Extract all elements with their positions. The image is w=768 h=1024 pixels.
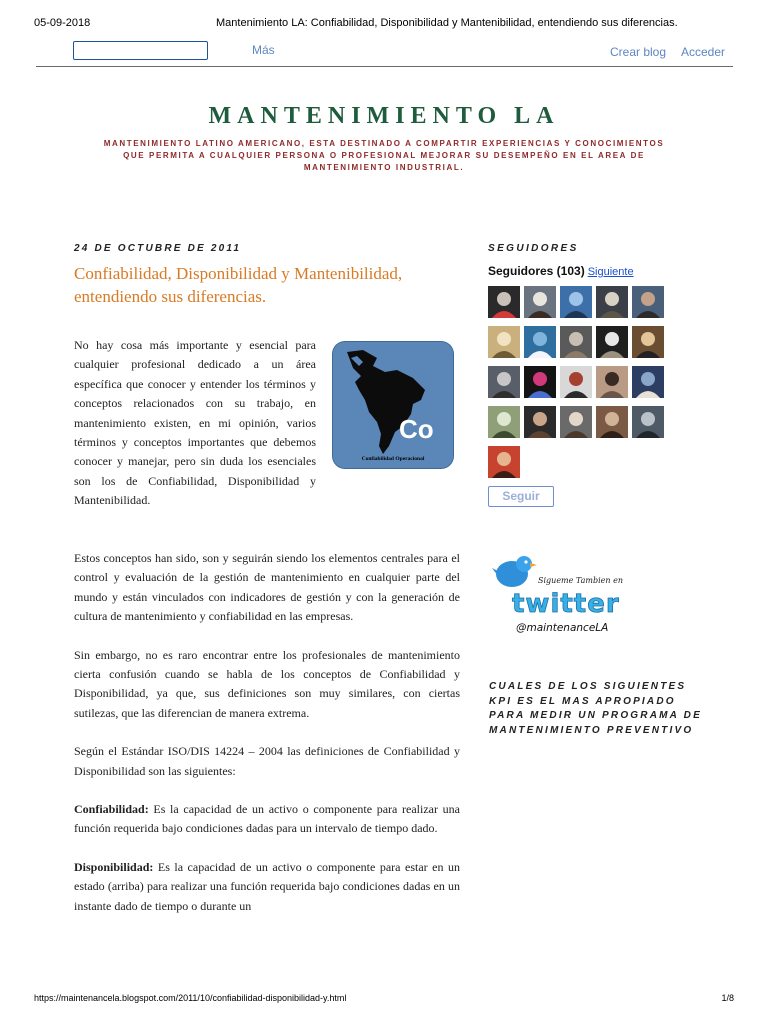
post-paragraph: Sin embargo, no es raro encontrar entre los profesionales de mantenimiento cierta confusión cuando se habla de los conceptos de Confiabilidad y Disponibilidad, ya que, sus definiciones son muy similares, con ciertas sutilezas, que las diferencian de manera extrema. bbox=[74, 647, 460, 720]
blog-description: MANTENIMIENTO LATINO AMERICANO, ESTA DESTINADO A COMPARTIR EXPERIENCIAS Y CONOCIMIENTOS QUE PERMITA A CUALQUIER PERSONA O PROFESIONAL MEJORAR SU DESEMPEÑO EN EL AREA DE MANTENIMIENTO INDUSTRIAL. bbox=[103, 139, 665, 172]
logo-caption: Confiabilidad Operacional bbox=[361, 456, 425, 462]
logo-text: Co bbox=[399, 414, 434, 444]
follower-avatar[interactable] bbox=[596, 286, 628, 318]
sign-in-link[interactable]: Acceder bbox=[681, 45, 726, 59]
next-followers-link[interactable]: Siguiente bbox=[587, 266, 634, 278]
twitter-follow-badge[interactable] bbox=[490, 552, 634, 638]
post-title[interactable]: Confiabilidad, Disponibilidad y Mantenibilidad, entendiendo sus diferencias. bbox=[74, 264, 403, 306]
followers-count bbox=[488, 264, 698, 278]
twitter-bird-icon bbox=[490, 552, 634, 638]
follower-avatar[interactable] bbox=[596, 326, 628, 358]
reliability-text: Es la capacidad de un activo o componente para realizar una función requerida bajo condiciones dadas para un intervalo de tiempo dado. bbox=[74, 802, 460, 836]
post-intro bbox=[74, 336, 316, 530]
print-date: 05-09-2018 bbox=[34, 17, 91, 29]
blogger-navbar bbox=[36, 40, 733, 67]
follower-avatar[interactable] bbox=[632, 366, 664, 398]
print-footer bbox=[34, 993, 734, 1007]
follower-avatar[interactable] bbox=[560, 406, 592, 438]
blog-title[interactable]: MANTENIMIENTO LA bbox=[208, 103, 560, 129]
followers-label: Seguidores (103) bbox=[488, 264, 585, 278]
follower-avatar-grid bbox=[488, 286, 668, 478]
follower-avatar[interactable] bbox=[488, 326, 520, 358]
print-url: https://maintenancela.blogspot.com/2011/10/confiabilidad-disponibilidad-y.html bbox=[34, 993, 347, 1003]
latin-america-map-icon bbox=[333, 342, 453, 468]
follower-avatar[interactable] bbox=[632, 286, 664, 318]
sidebar bbox=[488, 243, 698, 507]
follow-button[interactable]: Seguir bbox=[488, 486, 554, 507]
follower-avatar[interactable] bbox=[488, 366, 520, 398]
reliability-definition bbox=[74, 800, 460, 839]
print-header bbox=[34, 17, 734, 31]
follower-avatar[interactable] bbox=[524, 406, 556, 438]
availability-term: Disponibilidad: bbox=[74, 859, 154, 874]
follower-avatar[interactable] bbox=[560, 366, 592, 398]
availability-text: Es la capacidad de un activo o componente para estar en un estado (arriba) para realizar una función requerida bajo condiciones dadas en un instante dado de tiempo o durante un bbox=[74, 859, 460, 913]
follower-avatar[interactable] bbox=[632, 406, 664, 438]
post-date: 24 DE OCTUBRE DE 2011 bbox=[74, 243, 242, 254]
twitter-caption: Sigueme Tambien en bbox=[538, 576, 623, 585]
follower-avatar[interactable] bbox=[488, 446, 520, 478]
twitter-wordmark: twitter bbox=[512, 589, 620, 619]
more-link[interactable]: Más bbox=[252, 43, 275, 57]
follower-avatar[interactable] bbox=[488, 406, 520, 438]
follower-avatar[interactable] bbox=[488, 286, 520, 318]
intro-paragraph: No hay cosa más importante y esencial para cualquier profesional dedicado a un área específica que conocer y entender los términos y conceptos relacionados con su trabajo, en mantenimiento existen, en mi opinión, varios términos y conceptos importantes que debemos conocer y manejar, pero sin duda los esenciales son los de Confiabilidad, Disponibilidad y Mantenibilidad. bbox=[74, 338, 316, 508]
confiabilidad-operacional-logo[interactable] bbox=[333, 342, 453, 468]
print-page-number: 1/8 bbox=[721, 993, 734, 1003]
create-blog-link[interactable]: Crear blog bbox=[610, 45, 667, 59]
follower-avatar[interactable] bbox=[596, 406, 628, 438]
follower-avatar[interactable] bbox=[524, 366, 556, 398]
follower-avatar[interactable] bbox=[632, 326, 664, 358]
post-paragraph: Según el Estándar ISO/DIS 14224 – 2004 las definiciones de Confiabilidad y Disponibilidad son las siguientes: bbox=[74, 744, 460, 778]
kpi-poll-heading: CUALES DE LOS SIGUIENTES KPI ES EL MAS APROPIADO PARA MEDIR UN PROGRAMA DE MANTENIMIENTO PREVENTIVO bbox=[489, 681, 702, 736]
followers-heading: SEGUIDORES bbox=[488, 243, 579, 254]
follower-avatar[interactable] bbox=[524, 326, 556, 358]
follower-avatar[interactable] bbox=[524, 286, 556, 318]
search-input[interactable] bbox=[73, 41, 208, 60]
print-page-title: Mantenimiento LA: Confiabilidad, Disponibilidad y Mantenibilidad, entendiendo sus diferencias. bbox=[216, 17, 678, 29]
follower-avatar[interactable] bbox=[560, 286, 592, 318]
post-body bbox=[74, 549, 460, 935]
twitter-handle: @maintenanceLA bbox=[516, 622, 609, 634]
reliability-term: Confiabilidad: bbox=[74, 802, 149, 817]
post-header bbox=[74, 243, 460, 308]
follower-avatar[interactable] bbox=[560, 326, 592, 358]
follower-avatar[interactable] bbox=[596, 366, 628, 398]
availability-definition bbox=[74, 858, 460, 916]
post-paragraph: Estos conceptos han sido, son y seguirán siendo los elementos centrales para el control y evaluación de la gestión de mantenimiento en cualquier parte del mundo y están vinculados con indicadores de gestión y con la generación de cultura de mantenimiento y confiabilidad en las empresas. bbox=[74, 551, 460, 624]
